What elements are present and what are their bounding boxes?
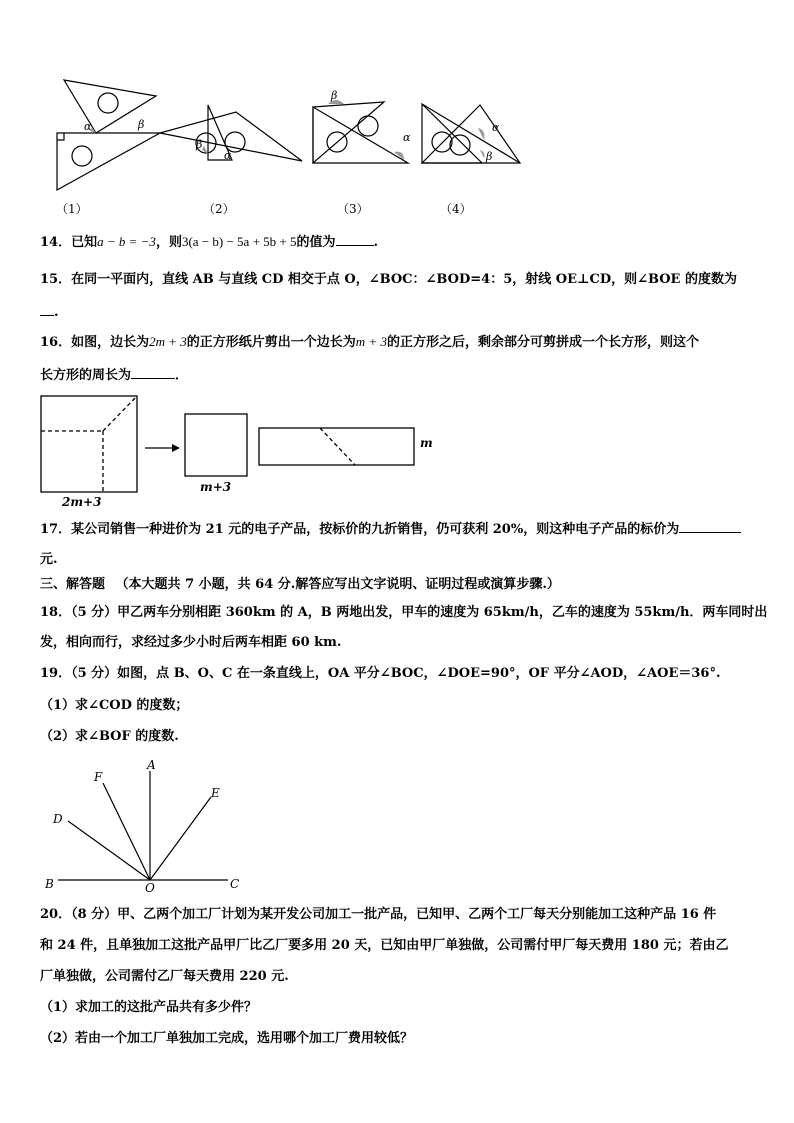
- section-3-note: （本大题共 7 小题，共 64 分.解答应写出文字说明、证明过程或演算步骤.）: [115, 577, 560, 592]
- fig2-alpha: α: [224, 149, 232, 162]
- label-m: m: [420, 436, 433, 450]
- triangle-figures: [0, 0, 794, 216]
- question-16-line1: [40, 333, 699, 352]
- q16-text-a: 16．如图，边长为: [40, 335, 150, 350]
- question-15-line1: 15．在同一平面内，直线 AB 与直线 CD 相交于点 O，∠BOC：∠BOD=4：5，射线 OE⊥CD，则∠BOE 的度数为: [40, 272, 737, 287]
- point-a-label: A: [147, 758, 156, 772]
- question-20-line1: 20．（8 分）甲、乙两个加工厂计划为某开发公司加工一批产品，已知甲、乙两个工厂每天分别能加工这种产品 16 件: [40, 907, 717, 922]
- point-f-label: F: [94, 770, 103, 784]
- square-cut-figure: [0, 388, 794, 528]
- section-3-heading: [40, 576, 560, 594]
- q14-number: 14．: [40, 235, 72, 250]
- q16-text-line2: 长方形的周长为: [40, 368, 132, 383]
- q14-end: .: [373, 235, 379, 250]
- fig1-beta: β: [138, 118, 145, 131]
- question-20-sub2: （2）若由一个加工厂单独加工完成，选用哪个加工厂费用较低？: [40, 1031, 414, 1046]
- question-17-line2: 元.: [40, 552, 58, 567]
- fig4-beta: β: [486, 150, 493, 163]
- q14-formula2: 3(a − b) − 5a + 5b + 5: [181, 234, 297, 249]
- point-b-label: B: [45, 877, 54, 891]
- q16-formula2: m + 3: [355, 334, 387, 349]
- small-square: [185, 414, 247, 476]
- q14-text-a: 已知: [71, 235, 98, 250]
- long-rectangle: [259, 428, 414, 465]
- question-20-line2: 和 24 件，且单独加工这批产品甲厂比乙厂要多用 20 天，已知由甲厂单独做，公司需付甲厂每天费用 180 元；若由乙: [40, 938, 729, 953]
- ray-oe: [150, 797, 211, 880]
- q16-text-b: 的正方形纸片剪出一个边长为: [186, 335, 356, 350]
- fig1-alpha: α: [84, 120, 92, 133]
- point-o-label: O: [145, 881, 155, 895]
- question-14: [40, 233, 378, 252]
- point-d-label: D: [53, 812, 63, 826]
- question-17-line1: [40, 520, 741, 539]
- q16-answer-blank[interactable]: [131, 366, 175, 379]
- q14-answer-blank[interactable]: [336, 233, 374, 246]
- question-20-sub1: （1）求加工的这批产品共有多少件？: [40, 1000, 258, 1015]
- ray-of: [103, 783, 150, 880]
- question-18-line1: 18．（5 分）甲乙两车分别相距 360km 的 A，B 两地出发，甲车的速度为 65km/h，乙车的速度为 55km/h．两车同时出: [40, 605, 768, 620]
- point-c-label: C: [230, 877, 240, 891]
- fig2-beta: β: [196, 138, 203, 151]
- fig4-label: （4）: [440, 202, 472, 216]
- fig3-alpha: α: [403, 131, 411, 144]
- fig3-triangle-b: [313, 107, 408, 163]
- section-3-title: 三、解答题: [40, 577, 106, 592]
- fig3-label: （3）: [337, 202, 369, 216]
- question-19-sub2: （2）求∠BOF 的度数.: [40, 729, 179, 744]
- angle-figure: [0, 755, 794, 895]
- fig3-triangle-a: [313, 102, 384, 163]
- ray-od: [68, 821, 150, 880]
- question-15-line2: [40, 303, 59, 322]
- q15-answer-blank[interactable]: [40, 303, 54, 316]
- q16-end: ．: [175, 368, 189, 383]
- fig2-label: （2）: [203, 202, 235, 216]
- q17-answer-blank[interactable]: [679, 520, 741, 533]
- point-e-label: E: [211, 786, 220, 800]
- question-19-line1: 19．（5 分）如图，点 B、O、C 在一条直线上，OA 平分∠BOC，∠DOE=90°，OF 平分∠AOD，∠AOE＝36°.: [40, 666, 721, 681]
- q14-text-b: ，则: [155, 235, 182, 250]
- q17-text: 17．某公司销售一种进价为 21 元的电子产品，按标价的九折销售，仍可获利 20%，则这种电子产品的标价为: [40, 522, 680, 537]
- fig1-triangle-right: [57, 133, 160, 190]
- question-19-sub1: （1）求∠COD 的度数；: [40, 698, 189, 713]
- question-16-line2: [40, 366, 188, 385]
- label-m-plus-3: m+3: [200, 480, 232, 494]
- fig3-beta: β: [331, 89, 338, 102]
- question-18-line2: 发，相向而行，求经过多少小时后两车相距 60 km.: [40, 635, 342, 650]
- arrow-head: [172, 444, 180, 452]
- fig1-label: （1）: [56, 202, 88, 216]
- q16-formula1: 2m + 3: [149, 334, 187, 349]
- label-2m-plus-3: 2m+3: [62, 495, 102, 509]
- q15-end: .: [54, 305, 59, 320]
- q16-text-c: 的正方形之后，剩余部分可剪拼成一个长方形，则这个: [386, 335, 699, 350]
- question-20-line3: 厂单独做，公司需付乙厂每天费用 220 元.: [40, 969, 289, 984]
- q14-formula1: a − b = −3: [97, 234, 156, 249]
- q14-text-c: 的值为: [296, 235, 336, 250]
- fig4-alpha: α: [492, 121, 500, 134]
